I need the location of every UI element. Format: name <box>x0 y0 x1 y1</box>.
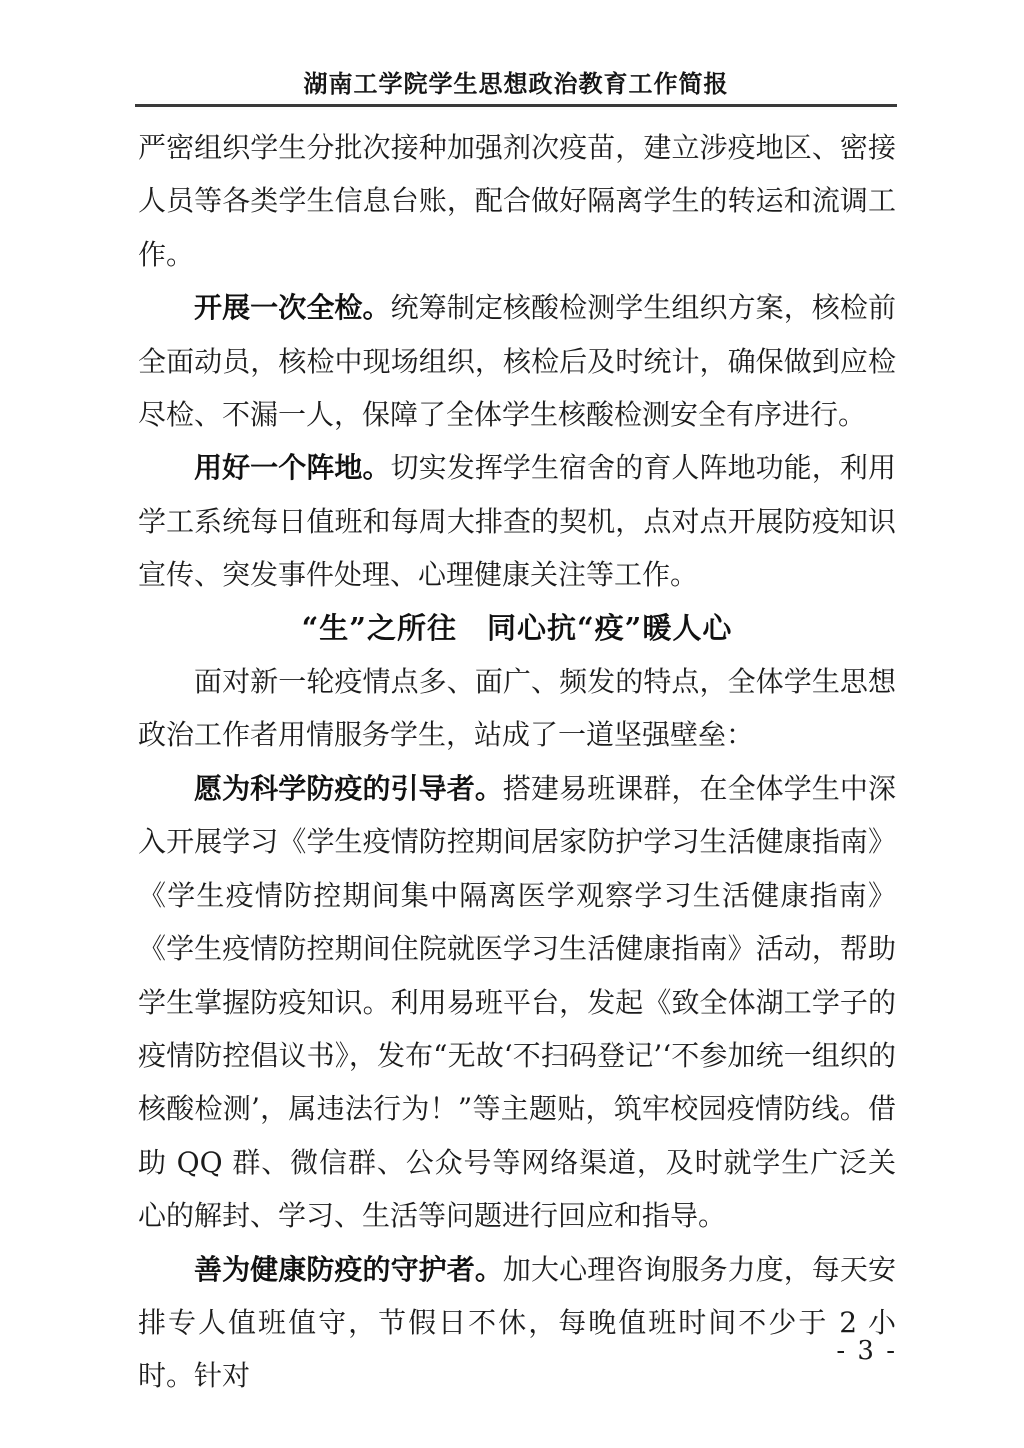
paragraph-text: 统筹制定核酸检测学生组织方案，核检前全面动员，核检中现场组织，核检后及时统计，确保做到应检尽检、不漏一人，保障了全体学生核酸检测安全有序进行。 <box>138 291 896 432</box>
paragraph-lead: 开展一次全检。 <box>194 291 391 325</box>
paragraph-text: 切实发挥学生宿舍的育人阵地功能，利用学工系统每日值班和每周大排查的契机，点对点开展防疫知识宣传、突发事件处理、心理健康关注等工作。 <box>138 451 896 592</box>
section-heading: “生”之所往 同心抗“疫”暖人心 <box>301 610 733 645</box>
header-rule <box>135 104 897 107</box>
page-number: - 3 - <box>836 1336 897 1366</box>
header-title: 湖南工学院学生思想政治教育工作简报 <box>303 71 729 98</box>
document-body <box>138 121 896 1403</box>
paragraph-vaccination <box>138 121 896 281</box>
paragraph-science-guide <box>138 762 896 1243</box>
paragraph-lead: 善为健康防疫的守护者。 <box>194 1252 503 1286</box>
paragraph-text: 面对新一轮疫情点多、面广、频发的特点，全体学生思想政治工作者用情服务学生，站成了一道坚强壁垒： <box>138 665 896 752</box>
paragraph-lead: 用好一个阵地。 <box>194 451 391 485</box>
paragraph-text: 搭建易班课群，在全体学生中深入开展学习《学生疫情防控期间居家防护学习生活健康指南》《学生疫情防控期间集中隔离医学观察学习生活健康指南》《学生疫情防控期间住院就医学习生活健康指南》活动，帮助学生掌握防疫知识。利用易班平台，发起《致全体湖工学子的疫情防控倡议书》，发布“无故‘不扫码登记’‘不参加统一组织的核酸检测’，属违法行为！”等主题贴，筑牢校园疫情防线。借助 QQ 群、微信群、公众号等网络渠道，及时就学生广泛关心的解封、学习、生活等问题进行回应和指导。 <box>138 771 896 1233</box>
paragraph-full-testing <box>138 281 896 441</box>
paragraph-health-guardian <box>138 1243 896 1403</box>
paragraph-dormitory-position <box>138 441 896 601</box>
paragraph-text: 加大心理咨询服务力度，每天安排专人值班值守，节假日不休，每晚值班时间不少于 2 小时。针对 <box>138 1252 896 1393</box>
paragraph-epidemic-situation <box>138 655 896 762</box>
page-header <box>135 70 897 107</box>
paragraph-lead: 愿为科学防疫的引导者。 <box>194 771 503 805</box>
paragraph-text: 严密组织学生分批次接种加强剂次疫苗，建立涉疫地区、密接人员等各类学生信息台账，配合做好隔离学生的转运和流调工作。 <box>138 131 896 271</box>
